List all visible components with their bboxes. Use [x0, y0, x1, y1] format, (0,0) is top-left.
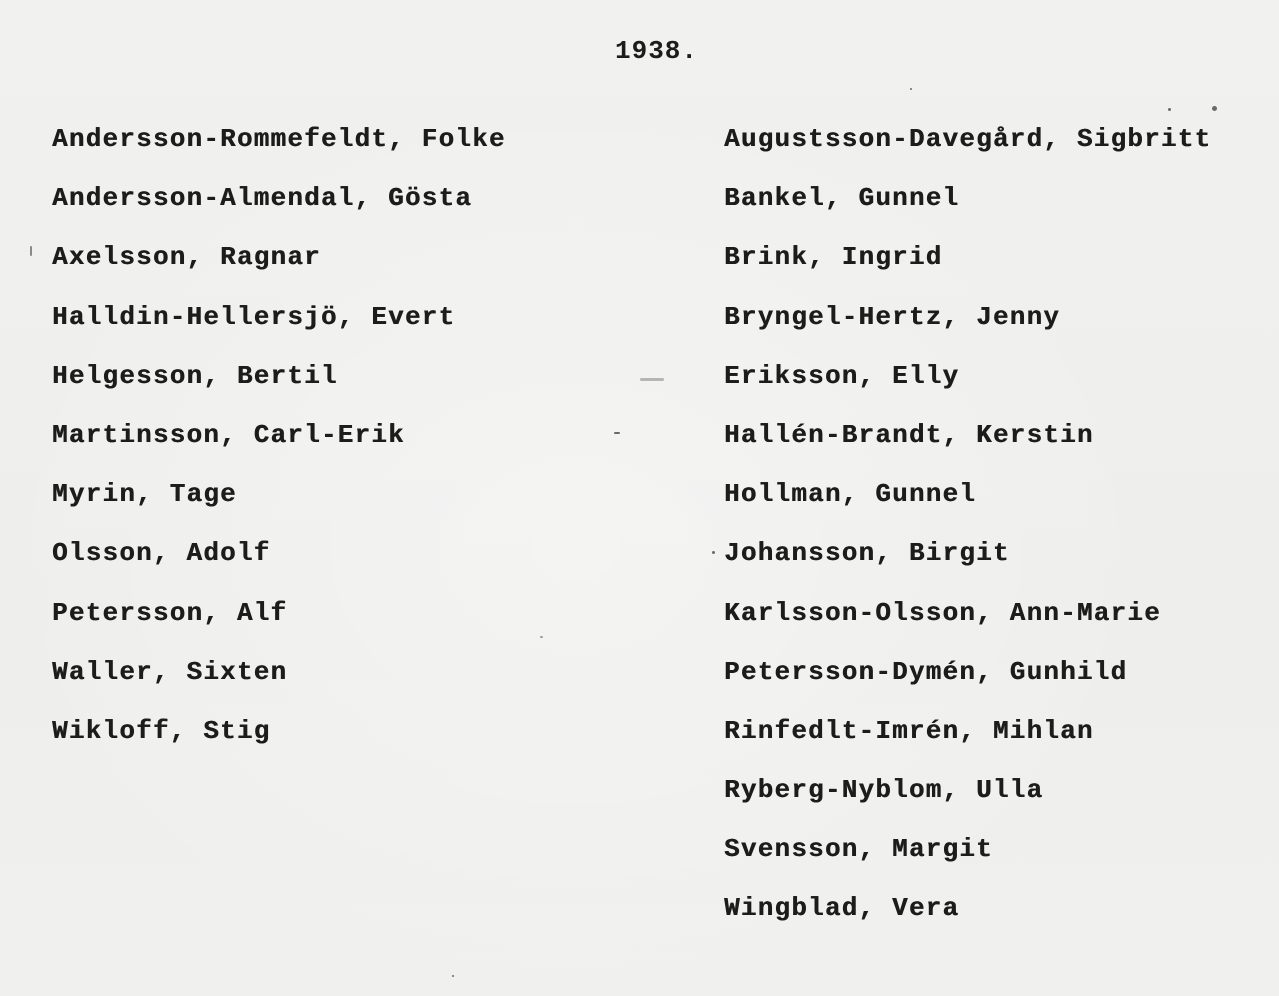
list-item: Hollman, Gunnel	[724, 479, 977, 510]
list-item: Andersson-Rommefeldt, Folke	[52, 124, 506, 154]
list-item: Helgesson, Bertil	[52, 360, 338, 391]
list-item: Bankel, Gunnel	[724, 183, 960, 214]
list-item: Hallén-Brandt, Kerstin	[724, 419, 1094, 450]
list-item: Johansson, Birgit	[724, 538, 1010, 569]
list-item: Axelsson, Ragnar	[52, 242, 321, 273]
paper-speck	[30, 246, 32, 256]
list-item: Brink, Ingrid	[724, 242, 943, 273]
list-item: Petersson-Dymén, Gunhild	[724, 656, 1128, 687]
name-list-left	[52, 120, 506, 771]
list-item: Martinsson, Carl-Erik	[52, 419, 405, 450]
list-item: Rinfedlt-Imrén, Mihlan	[724, 715, 1094, 746]
list-item: Bryngel-Hertz, Jenny	[724, 301, 1061, 332]
list-item: Halldin-Hellersjö, Evert	[52, 301, 456, 332]
list-item: Wingblad, Vera	[724, 893, 960, 924]
list-item: Karlsson-Olsson, Ann-Marie	[724, 597, 1161, 628]
page-title-year: 1938.	[614, 36, 698, 66]
list-item: Waller, Sixten	[52, 656, 288, 687]
paper-speck	[452, 975, 454, 977]
paper-speck	[1212, 106, 1217, 111]
name-list-right	[724, 120, 1211, 949]
list-item: Olsson, Adolf	[52, 538, 271, 569]
list-item: Ryberg-Nyblom, Ulla	[724, 775, 1044, 806]
list-item: Petersson, Alf	[52, 597, 288, 628]
list-item: Eriksson, Elly	[724, 360, 960, 391]
paper-speck	[910, 88, 912, 90]
list-item: Myrin, Tage	[52, 479, 237, 510]
paper-speck	[640, 378, 664, 381]
paper-speck	[1168, 108, 1171, 111]
paper-speck	[614, 432, 620, 434]
paper-speck	[540, 636, 543, 638]
list-item: Augustsson-Davegård, Sigbritt	[724, 124, 1212, 154]
list-item: Svensson, Margit	[724, 834, 993, 865]
list-item: Wikloff, Stig	[52, 715, 271, 746]
paper-speck	[712, 551, 715, 554]
list-item: Andersson-Almendal, Gösta	[52, 183, 473, 214]
